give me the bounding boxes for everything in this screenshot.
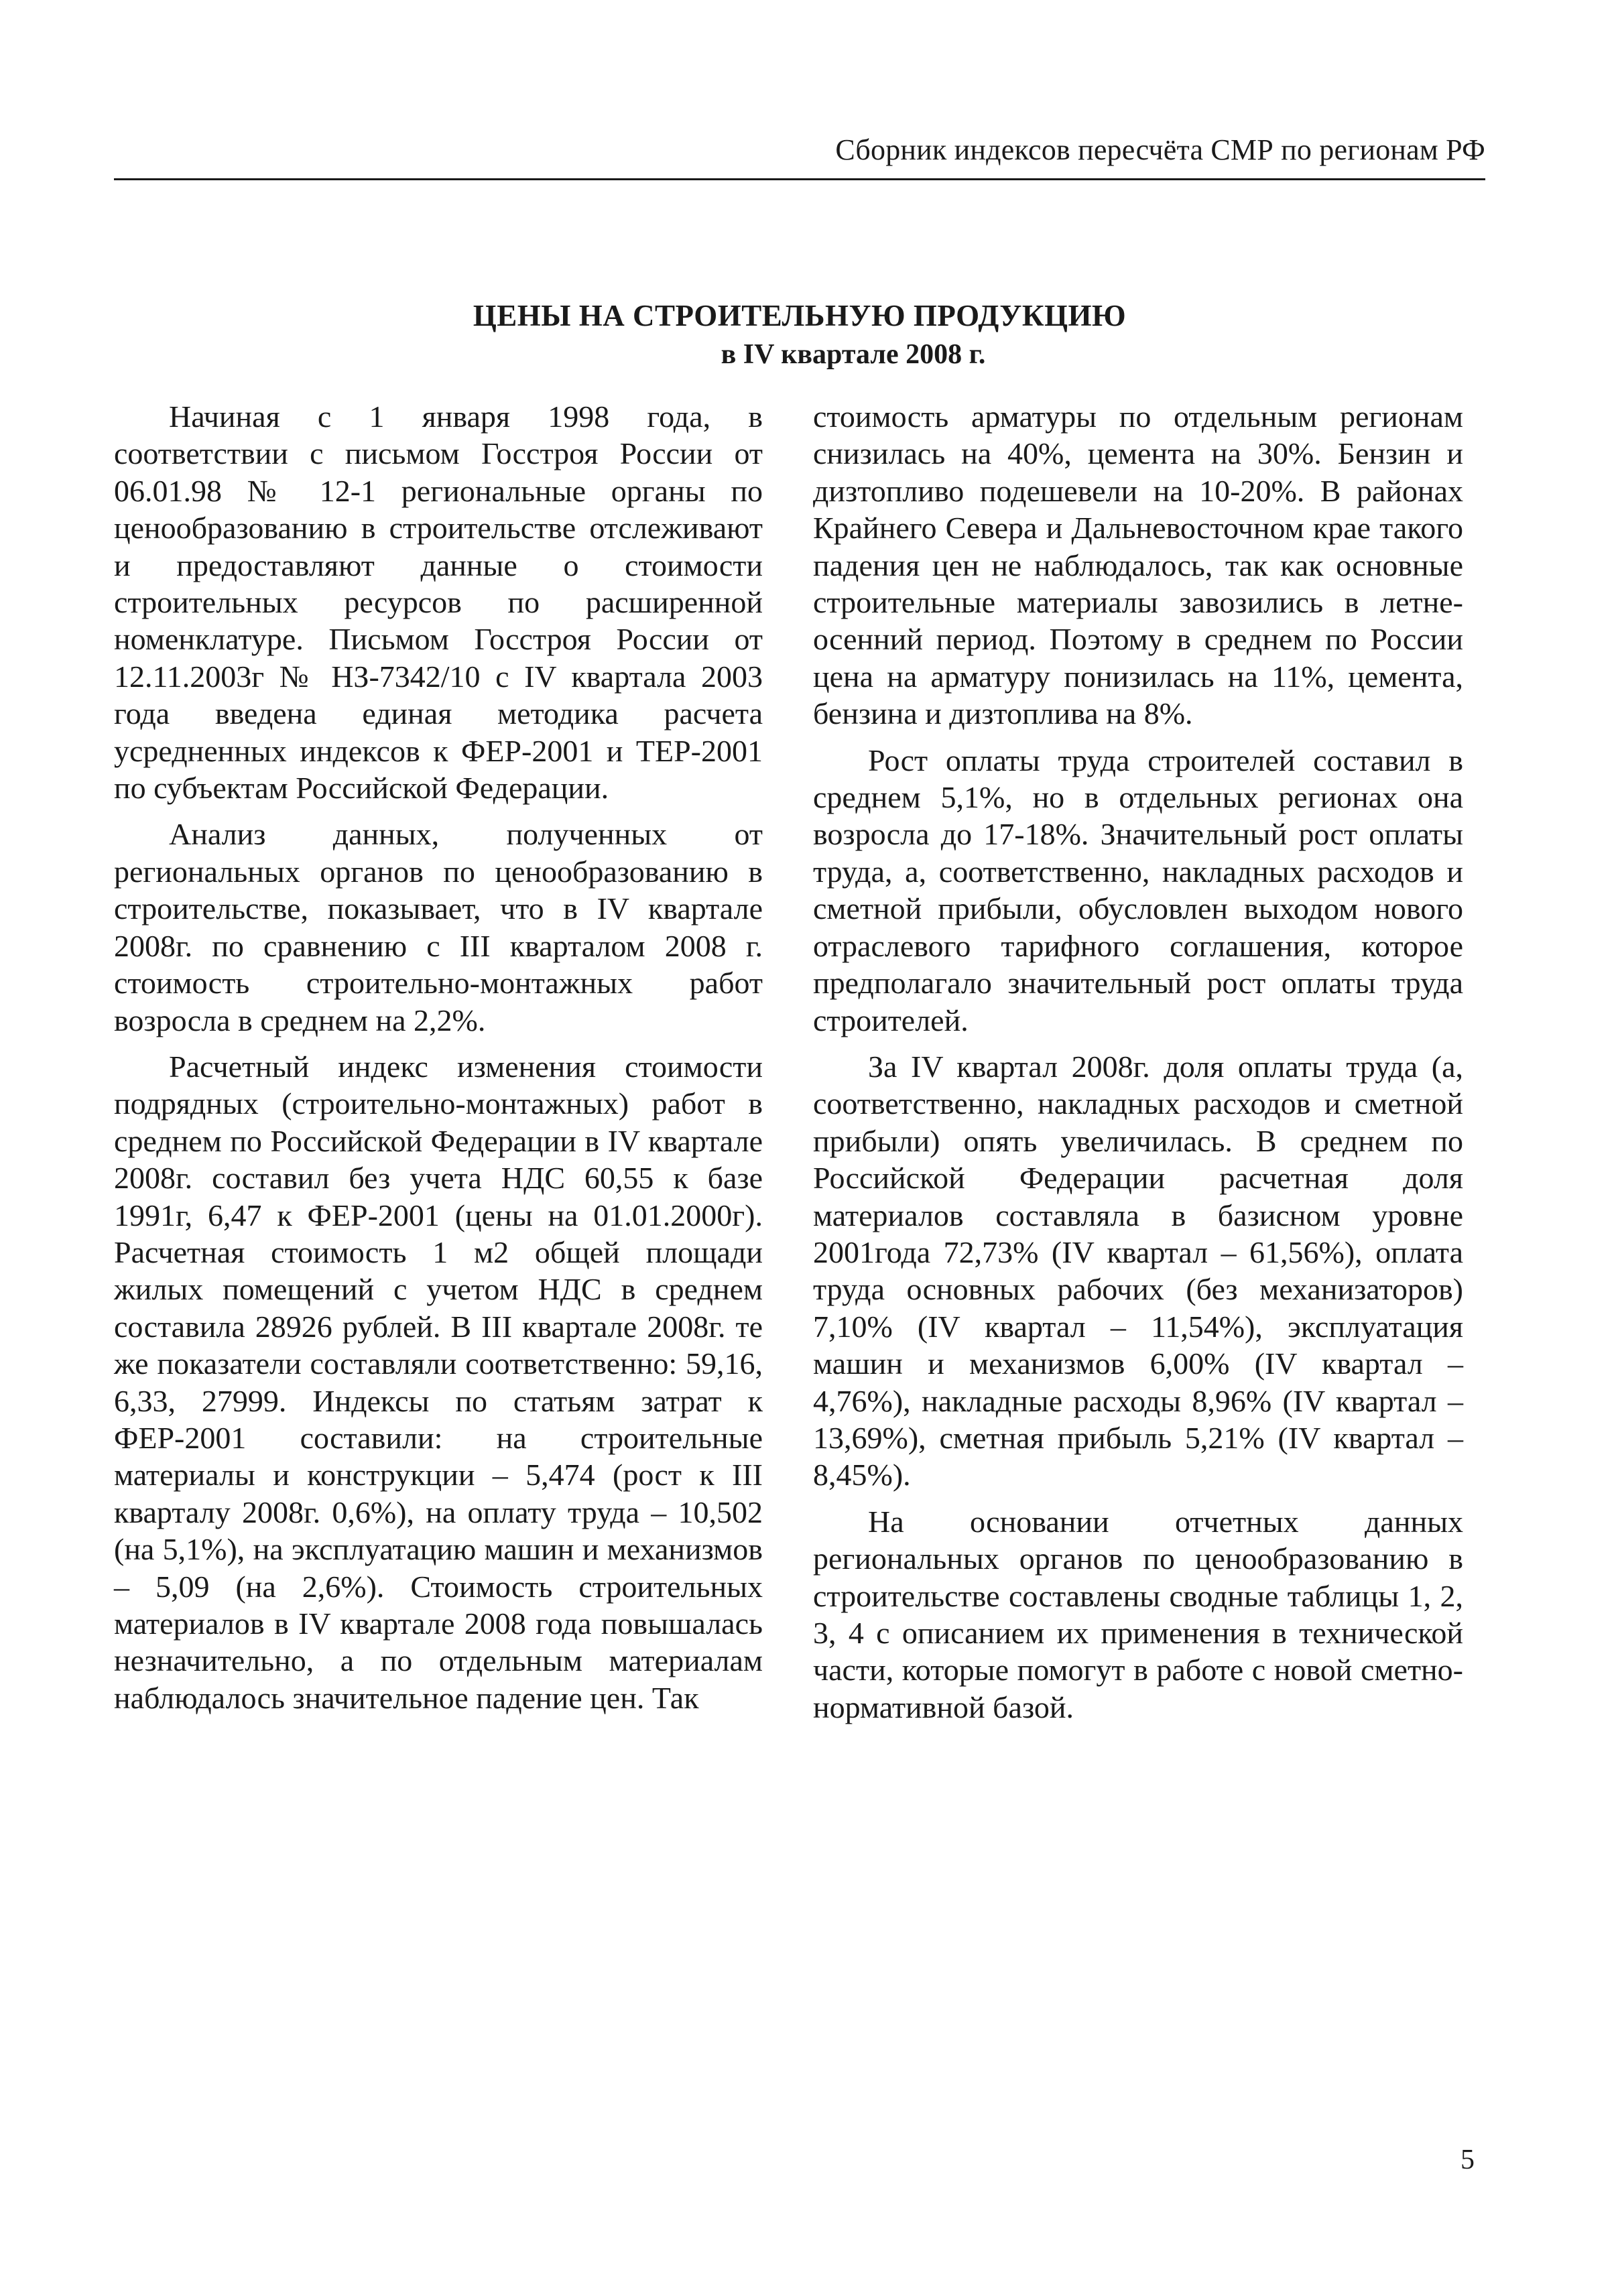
paragraph-analysis: Анализ данных, полученных от региональных органов по ценообразованию в строительстве, показывает, что в IV квартале 2008г. по сравнению с III кварталом 2008 г. стоимость строительно-монтажных работ возросла в среднем на 2,2%. bbox=[114, 817, 763, 1037]
paragraph-materials-prices: стоимость арматуры по отдельным регионам снизилась на 40%, цемента на 30%. Бензин и дизтопливо подешевели на 10-20%. В районах Крайнего Севера и Дальневосточном крае такого падения цен не наблюдалось, так как основные строительные материалы завозились в летне-осенний период. Поэтому в среднем по России цена на арматуру понизилась на 11%, цемента, бензина и дизтоплива на 8%. bbox=[813, 399, 1463, 731]
paragraph-methodology: Начиная с 1 января 1998 года, в соответствии с письмом Госстроя России от 06.01.98 № 12-1 региональные органы по ценообразованию в строительстве отслеживают и предоставляют данные о стоимости строительных ресурсов по расширенной номенклатуре. Письмом Госстроя России от 12.11.2003г № НЗ-7342/10 с IV квартала 2003 года введена единая методика расчета усредненных индексов к ФЕР-2001 и ТЕР-2001 по субъектам Российской Федерации. bbox=[114, 399, 763, 806]
paragraph-cost-shares: За IV квартал 2008г. доля оплаты труда (а, соответственно, накладных расходов и сметной прибыли) опять увеличилась. В среднем по Российской Федерации расчетная доля материалов составляла в базисном уровне 2001года 72,73% (IV квартал – 61,56%), оплата труда основных рабочих (без механизаторов) 7,10% (IV квартал – 11,54%), эксплуатация машин и механизмов 6,00% (IV квартал – 4,76%), накладные расходы 8,96% (IV квартал – 13,69%), сметная прибыль 5,21% (IV квартал – 8,45%). bbox=[813, 1049, 1463, 1492]
title-main: ЦЕНЫ НА СТРОИТЕЛЬНУЮ ПРОДУКЦИЮ bbox=[473, 299, 1127, 332]
right-column bbox=[813, 398, 1463, 1735]
page-number: 5 bbox=[1460, 2145, 1475, 2175]
title-subtitle: в IV квартале 2008 г. bbox=[721, 339, 986, 370]
running-header: Сборник индексов пересчёта СМР по регионам РФ bbox=[835, 133, 1485, 166]
paragraph-wages: Рост оплаты труда строителей составил в среднем 5,1%, но в отдельных регионах она возросла до 17-18%. Значительный рост оплаты труда, а, соответственно, накладных расходов и сметной прибыли, обусловлен выходом нового отраслевого тарифного соглашения, которое предполагало значительный рост оплаты труда строителей. bbox=[813, 743, 1463, 1037]
paragraph-index: Расчетный индекс изменения стоимости подрядных (строительно-монтажных) работ в среднем по Российской Федерации в IV квартале 2008г. составил без учета НДС 60,55 к базе 1991г, 6,47 к ФЕР-2001 (цены на 01.01.2000г). Расчетная стоимость 1 м2 общей площади жилых помещений с учетом НДС в среднем составила 28926 рублей. В III квартале 2008г. те же показатели составляли соответственно: 59,16, 6,33, 27999. Индексы по статьям затрат к ФЕР-2001 составили: на строительные материалы и конструкции – 5,474 (рост к III кварталу 2008г. 0,6%), на оплату труда – 10,502 (на 5,1%), на эксплуатацию машин и механизмов – 5,09 (на 2,6%). Стоимость строительных материалов в IV квартале 2008 года повышалась незначительно, а по отдельным материалам наблюдалось значительное падение цен. Так bbox=[114, 1049, 763, 1715]
left-column bbox=[114, 398, 763, 1726]
paragraph-summary-tables: На основании отчетных данных региональных органов по ценообразованию в строительстве составлены сводные таблицы 1, 2, 3, 4 с описанием их применения в технической части, которые помогут в работе с новой сметно-нормативной базой. bbox=[813, 1504, 1463, 1724]
article-title bbox=[114, 296, 1485, 374]
header-rule bbox=[114, 178, 1485, 180]
